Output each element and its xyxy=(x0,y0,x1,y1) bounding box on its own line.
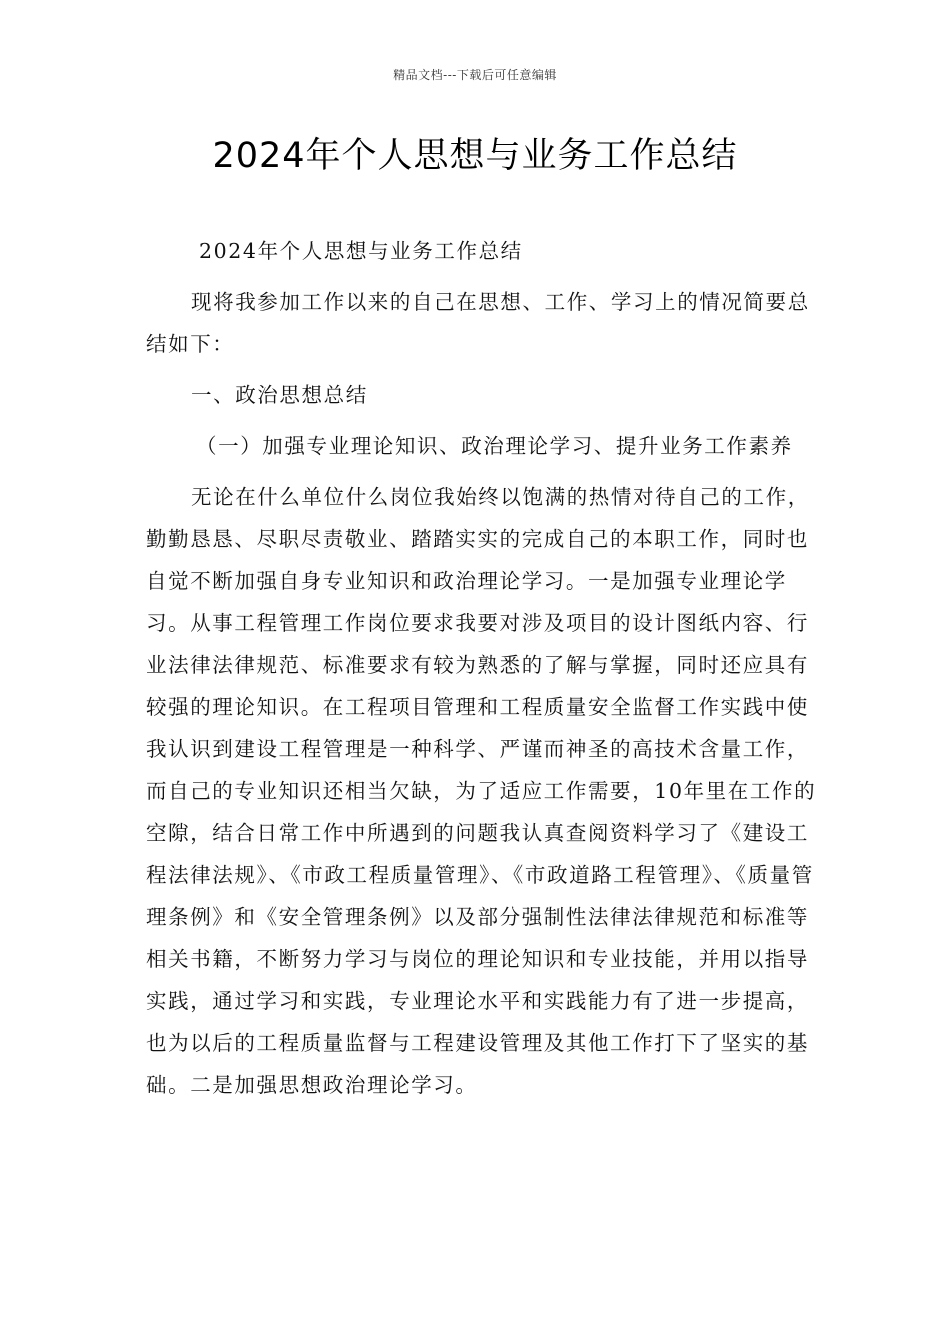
document-body xyxy=(146,230,831,1106)
subsection-heading: （一）加强专业理论知识、政治理论学习、提升业务工作素养 xyxy=(196,434,793,458)
document-title: 2024年个人思想与业务工作总结 xyxy=(212,136,738,176)
intro-paragraph: 现将我参加工作以来的自己在思想、工作、学习上的情况简要总结如下： xyxy=(146,290,810,356)
body-subtitle: 2024年个人思想与业务工作总结 xyxy=(199,239,523,263)
body-paragraph: 无论在什么单位什么岗位我始终以饱满的热情对待自己的工作，勤勤恳恳、尽职尽责敬业、踏踏实实的完成自己的本职工作，同时也自觉不断加强自身专业知识和政治理论学习。一是加强专业理论学习。从事工程管理工作岗位要求我要对涉及项目的设计图纸内容、行业法律法律规范、标准要求有较为熟悉的了解与掌握，同时还应具有较强的理论知识。在工程项目管理和工程质量安全监督工作实践中使我认识到建设工程管理是一种科学、严谨而神圣的高技术含量工作，而自己的专业知识还相当欠缺，为了适应工作需要，10年里在工作的空隙，结合日常工作中所遇到的问题我认真查阅资料学习了《建设工程法律法规》、《市政工程质量管理》、《市政道路工程管理》、《质量管理条例》和《安全管理条例》以及部分强制性法律法律规范和标准等相关书籍，不断努力学习与岗位的理论知识和专业技能，并用以指导实践，通过学习和实践，专业理论水平和实践能力有了进一步提高，也为以后的工程质量监督与工程建设管理及其他工作打下了坚实的基础。二是加强思想政治理论学习。 xyxy=(146,485,817,1097)
section-heading: 一、政治思想总结 xyxy=(191,383,368,407)
header-note: 精品文档---下载后可任意编辑 xyxy=(393,68,557,82)
